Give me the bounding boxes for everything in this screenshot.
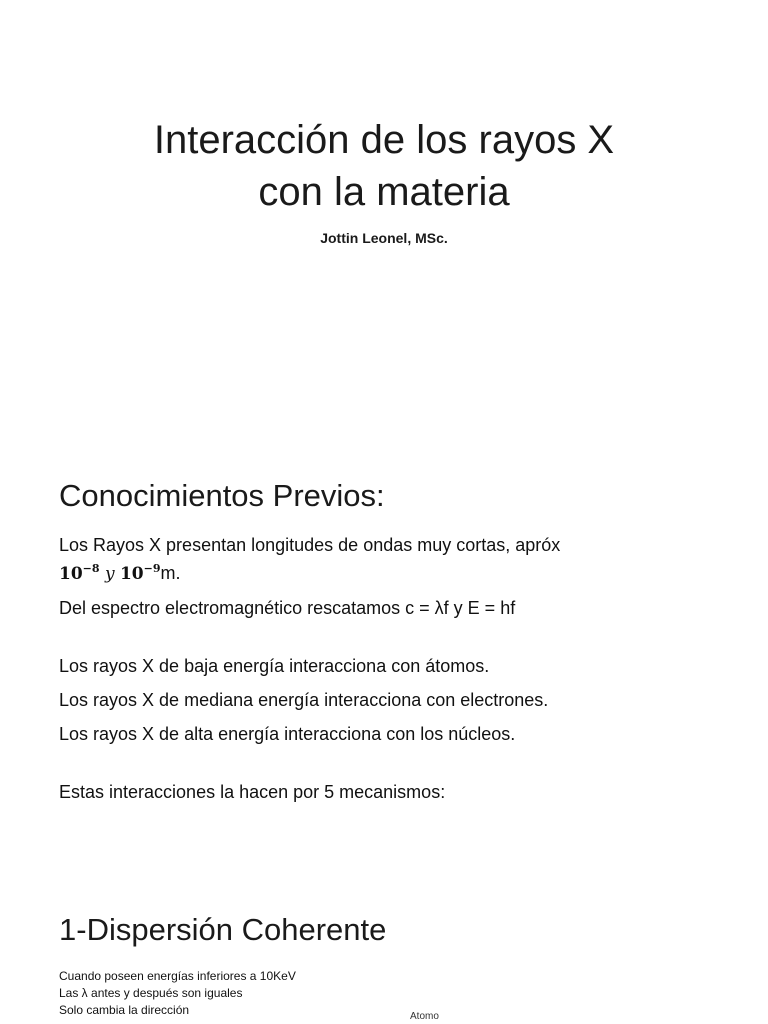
slide-title-line-2: con la materia [258,170,510,214]
list-item: Cuando poseen energías inferiores a 10KeV [59,969,296,983]
coherent-scattering-slide [0,880,768,1024]
list-item: Las λ antes y después son iguales [59,986,243,1000]
title-slide [0,0,768,440]
slide-title-line-1: Interacción de los rayos X [153,118,615,162]
formula-exponent-2: −9 [143,562,161,575]
slide-title [0,114,768,218]
body-line-high-energy: Los rayos X de alta energía interacciona con los núcleos. [59,724,516,744]
previous-knowledge-slide [0,440,768,880]
slide-heading: 1-Dispersión Coherente [59,912,387,947]
wavelength-formula [59,557,739,586]
bullet-list [59,968,296,1019]
slide-body [59,533,739,804]
body-line-mechanisms: Estas interacciones la hacen por 5 mecanismos: [59,782,446,802]
formula-conjunction: y [104,564,115,584]
list-item: Solo cambia la dirección [59,1003,190,1017]
author-name: Jottin Leonel, MSc. [320,230,448,246]
diagram-atom-label: Atomo [410,1011,439,1022]
formula-exponent-1: −8 [82,562,100,575]
slide-heading: Conocimientos Previos: [59,478,385,513]
formula-base-1: 10 [59,564,83,584]
body-line-low-energy: Los rayos X de baja energía interacciona con átomos. [59,656,490,676]
formula-unit: m. [160,563,181,583]
body-line-wavelength: Los Rayos X presentan longitudes de ondas muy cortas, apróx [59,535,561,555]
body-line-medium-energy: Los rayos X de mediana energía interacciona con electrones. [59,690,549,710]
body-line-spectrum: Del espectro electromagnético rescatamos c = λf y E = hf [59,598,516,618]
formula-base-2: 10 [119,564,144,584]
